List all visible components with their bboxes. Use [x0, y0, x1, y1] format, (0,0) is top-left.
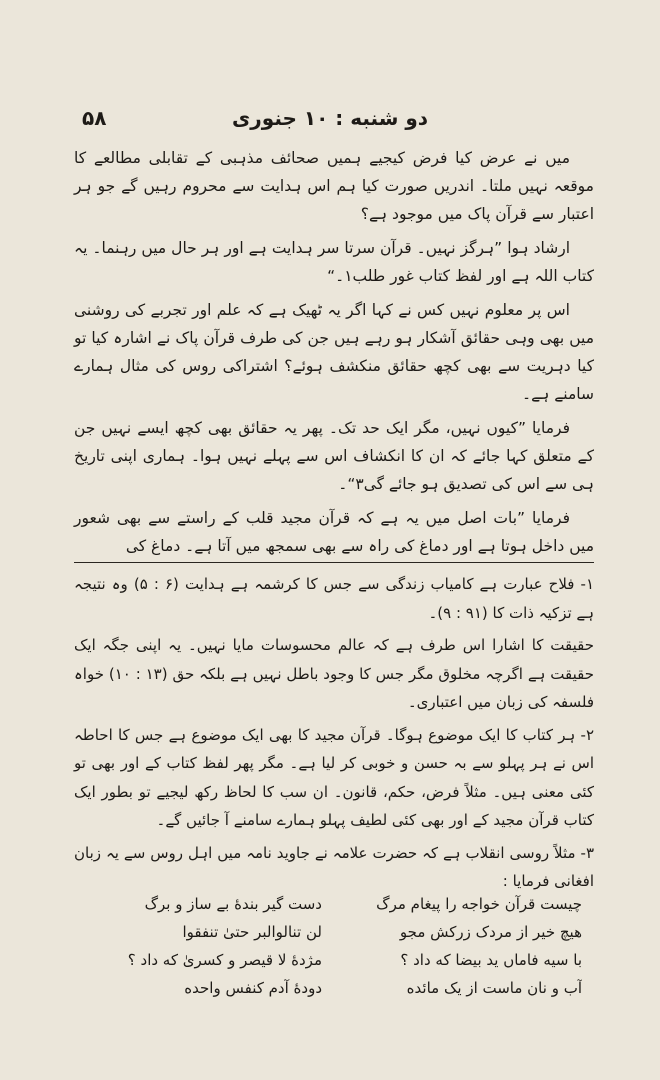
footnotes	[74, 570, 594, 900]
paragraph: اس پر معلوم نہیں کس نے کہا اگر یہ ٹھیک ہے کہ علم اور تجربے کی روشنی میں بھی وہی حقائق آشکار ہو رہے ہیں جن کی طرف قرآن پاک نے اشارہ کیا تو کیا دہریت سے بھی کچھ حقائق منکشف ہوئے؟ اشتراکی روس کی مثال ہمارے سامنے ہے۔	[74, 301, 594, 403]
footnote-divider	[74, 562, 594, 563]
main-text	[74, 144, 594, 566]
verse-second-hemistich: مژدهٔ لا قیصر و کسریٰ که داد ؟	[127, 951, 322, 969]
page-number: ۵۸	[82, 106, 107, 130]
paragraph: میں نے عرض کیا فرض کیجیے ہمیں صحائف مذہبی کے تقابلی مطالعے کا موقعہ نہیں ملتا۔ اندریں صورت کیا ہم اس ہدایت سے محروم رہیں گے جو ہر اعتبار سے قرآن پاک میں موجود ہے؟	[74, 149, 594, 223]
verse-first-hemistich: با سیه فاماں ید بیضا که داد ؟	[400, 951, 582, 969]
verse-row	[92, 946, 582, 974]
footnote: ۳- مثلاً روسی انقلاب ہے کہ حضرت علامہ نے جاوید نامہ میں اہل روس سے یہ زبان افغانی فرمایا :	[74, 843, 594, 890]
verse-second-hemistich: لن تنالوالبر حتیٰ تنفقوا	[182, 923, 322, 941]
verse-first-hemistich: آب و نان ماست از یک مائده	[406, 979, 582, 997]
paragraph: فرمایا ”کیوں نہیں، مگر ایک حد تک۔ پھر یہ حقائق بھی کچھ ایسے نہیں جن کے متعلق کہا جائے کہ ان کا انکشاف اس سے پہلے نہیں ہوا۔ ہماری اپنی تاریخ ہی سے اس کی تصدیق ہو جائے گی۳“۔	[74, 419, 594, 493]
footnote: ۲- ہر کتاب کا ایک موضوع ہوگا۔ قرآن مجید کا بھی ایک موضوع ہے جس کا احاطہ اس نے ہر پہلو سے بہ حسن و خوبی کر لیا ہے۔ مگر پھر لفظ کتاب کے اور بھی تو کئی معنی ہیں۔ مثلاً فرض، حکم، قانون۔ ان سب کا لحاظ رکھ لیجیے تو بطور ایک کتاب قرآن مجید کے اور بھی کئی لطیف پہلو ہمارے سامنے آ جائیں گے۔	[74, 725, 594, 829]
verse-first-hemistich: چیست قرآن خواجه را پیغام مرگ	[376, 895, 582, 913]
verse-row	[92, 974, 582, 1002]
paragraph: فرمایا ”بات اصل میں یہ ہے کہ قرآن مجید قلب کے راستے سے بھی شعور میں داخل ہوتا ہے اور دماغ کی راہ سے بھی سمجھ میں آتا ہے۔ دماغ کی	[74, 509, 594, 555]
verse-second-hemistich: دودهٔ آدم کنفس واحده	[184, 979, 322, 997]
footnote: ۱- فلاح عبارت ہے کامیاب زندگی سے جس کا کرشمہ ہے ہدایت (۶ : ۵) وہ نتیجہ ہے تزکیہ ذات کا (۹۱ : ۹)۔	[74, 575, 595, 622]
verse-second-hemistich: دست گیر بندهٔ بے ساز و برگ	[144, 895, 322, 913]
verse-row	[92, 918, 582, 946]
verse-first-hemistich: هیچ خیر از مردک زرکش مجو	[399, 923, 582, 941]
paragraph: ارشاد ہوا ”ہرگز نہیں۔ قرآن سرتا سر ہدایت ہے اور ہر حال میں رہنما۔ یہ کتاب اللہ ہے اور لفظ کتاب غور طلب۱۔“	[74, 239, 594, 285]
page-title: دو شنبه : ۱۰ جنوری	[231, 106, 429, 130]
verse-row	[92, 890, 582, 918]
footnote: حقیقت کا اشارا اس طرف ہے کہ عالم محسوسات مایا نہیں۔ یہ اپنی جگہ ایک حقیقت ہے اگرچہ مخلوق مگر جس کا وجود باطل نہیں ہے بلکہ حق (۱۳ : ۱۰) خواہ فلسفہ کی زبان میں اعتباری۔	[74, 636, 594, 711]
persian-verses	[92, 890, 582, 1002]
running-header	[0, 106, 660, 136]
